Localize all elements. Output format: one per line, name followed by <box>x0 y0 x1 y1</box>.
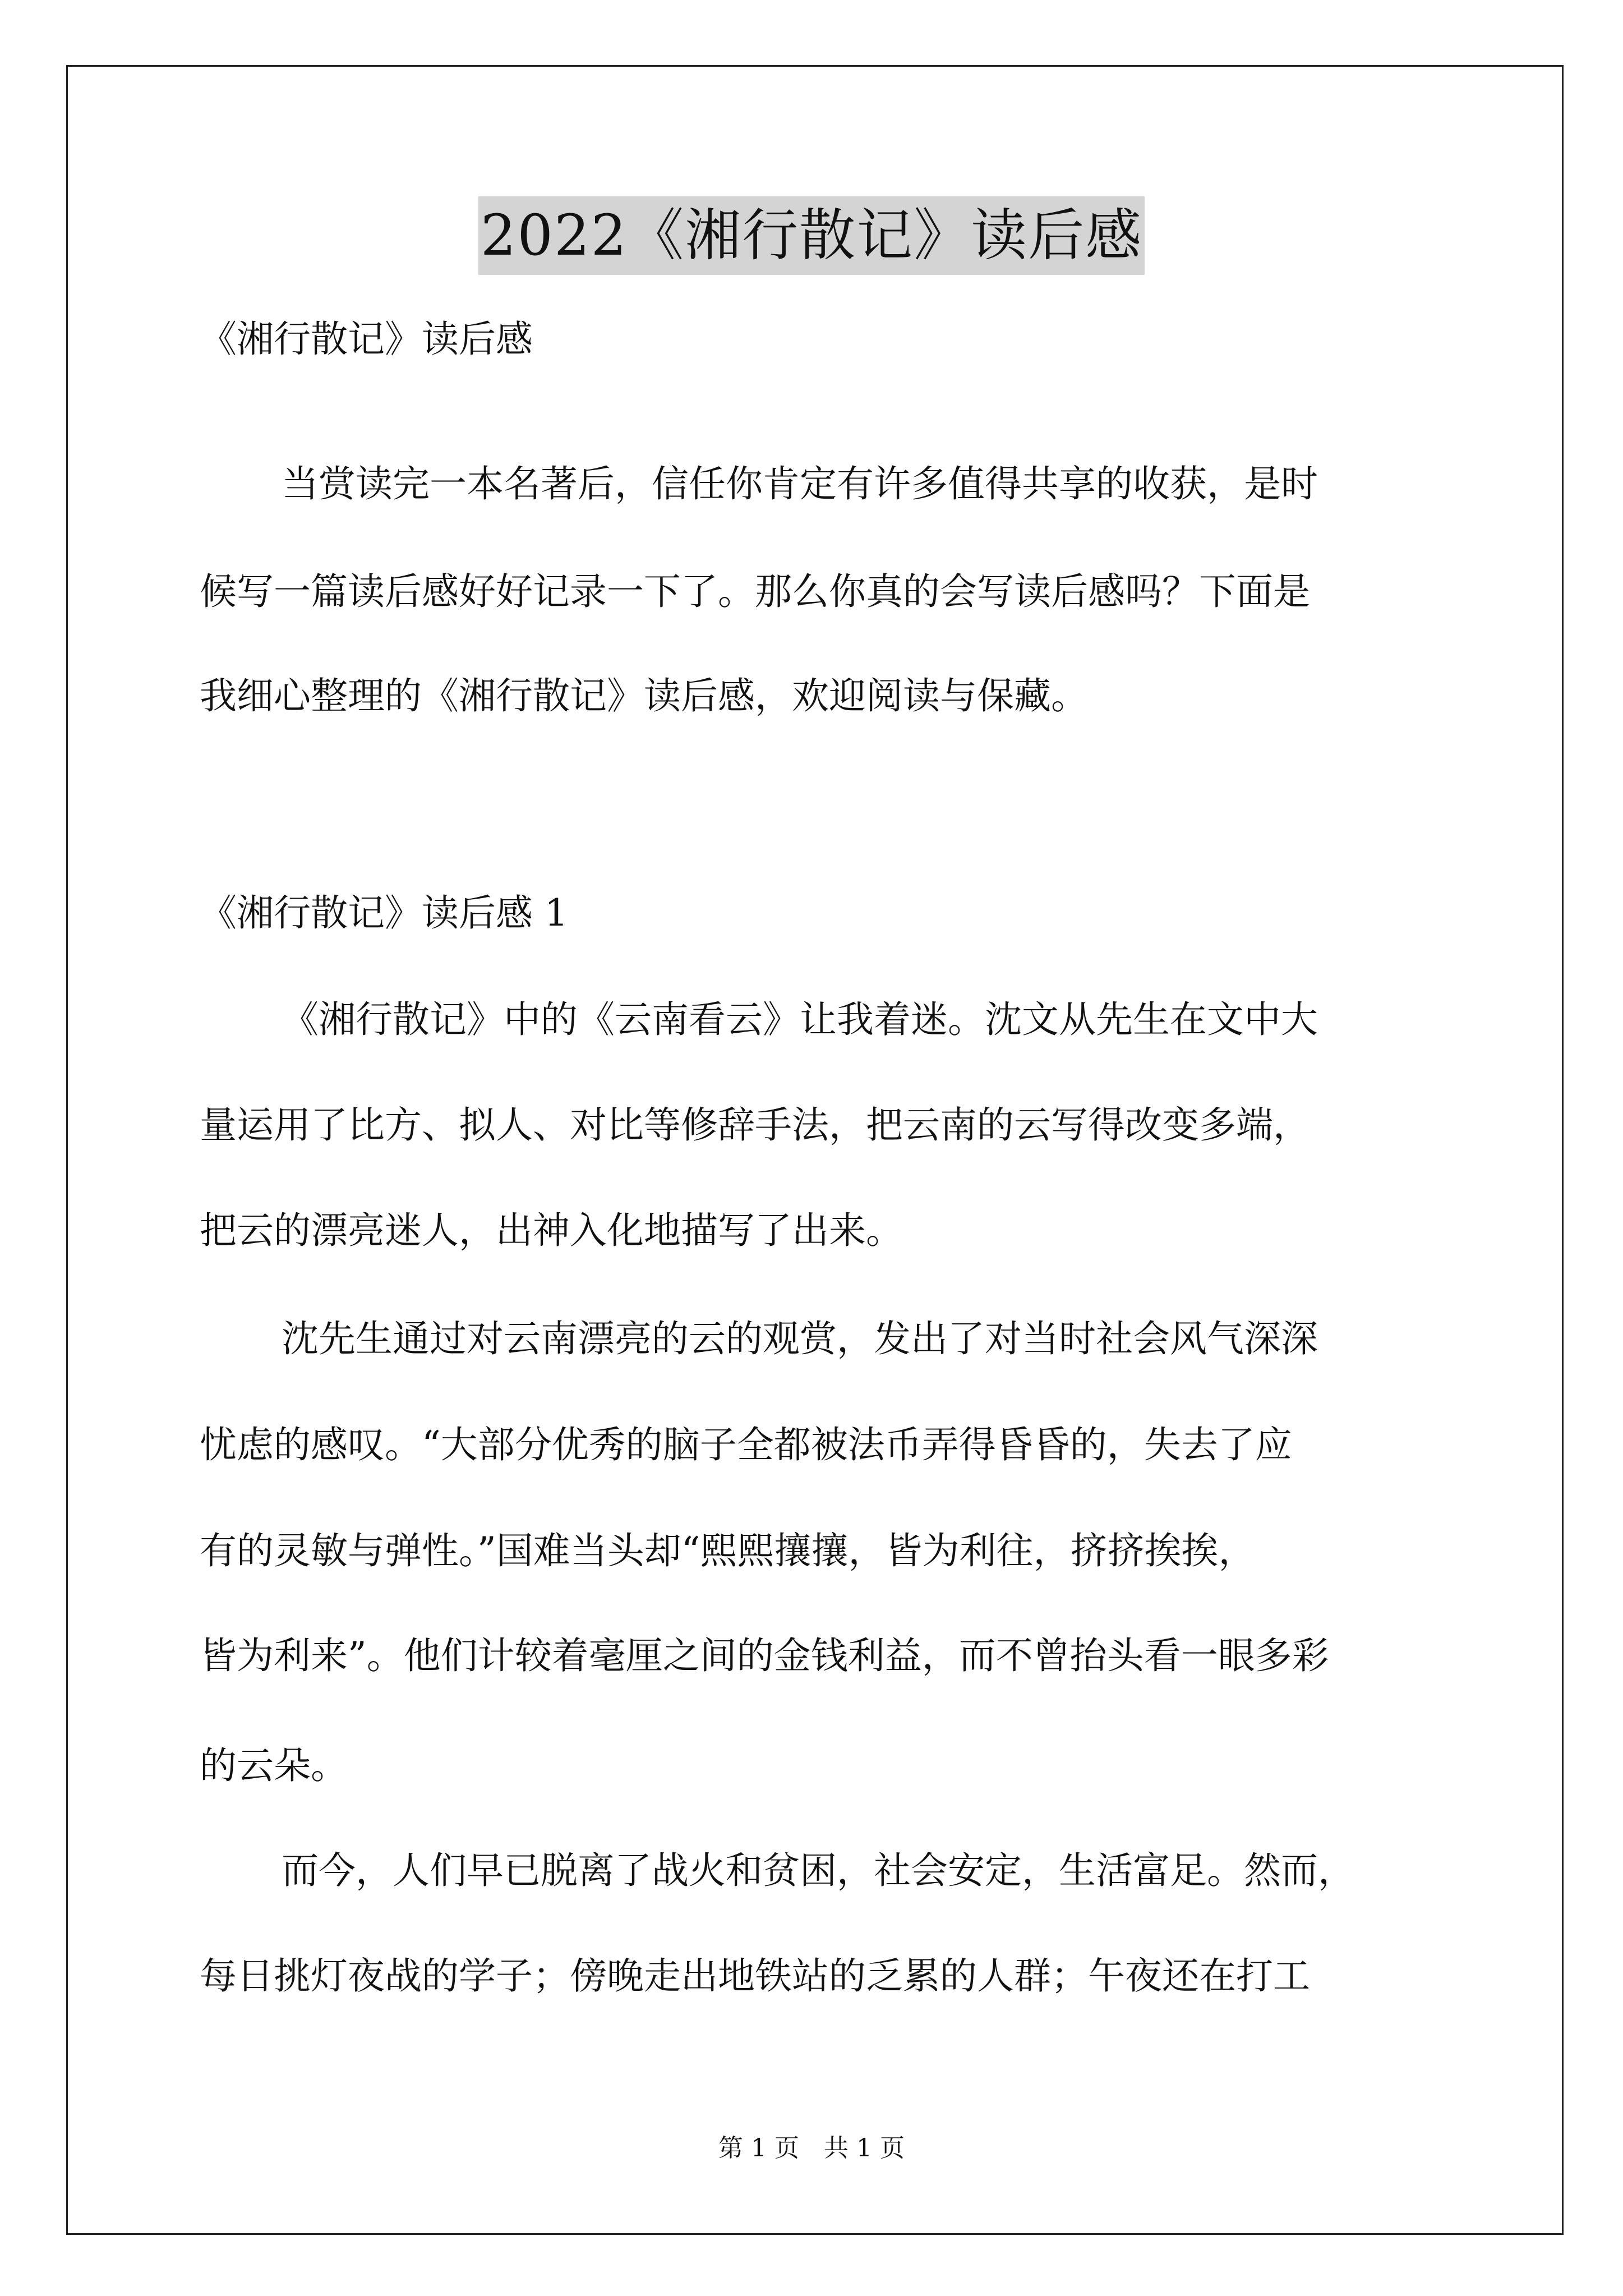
intro-line: 候写一篇读后感好好记录一下了。那么你真的会写读后感吗？下面是 <box>200 570 1310 613</box>
paragraph-line: 《湘行散记》中的《云南看云》让我着迷。沈文从先生在文中大 <box>282 998 1318 1041</box>
paragraph-line: 忧虑的感叹。“大部分优秀的脑子全都被法币弄得昏昏的，失去了应 <box>200 1423 1292 1466</box>
paragraph-line: 皆为利来”。他们计较着毫厘之间的金钱利益，而不曾抬头看一眼多彩 <box>200 1634 1329 1677</box>
paragraph-line: 沈先生通过对云南漂亮的云的观赏，发出了对当时社会风气深深 <box>282 1317 1318 1360</box>
intro-line: 当赏读完一本名著后，信任你肯定有许多值得共享的收获，是时 <box>282 462 1318 505</box>
page-number: 第 1 页 共 1 页 <box>718 2134 905 2162</box>
paragraph-line: 的云朵。 <box>200 1744 348 1787</box>
paragraph-line: 有的灵敏与弹性。”国难当头却“熙熙攘攘，皆为利往，挤挤挨挨， <box>200 1529 1256 1572</box>
paragraph-line: 而今，人们早已脱离了战火和贫困，社会安定，生活富足。然而， <box>282 1849 1355 1892</box>
paragraph-line: 量运用了比方、拟人、对比等修辞手法，把云南的云写得改变多端， <box>200 1103 1310 1147</box>
section-heading: 《湘行散记》读后感 1 <box>200 891 568 935</box>
document-title: 2022《湘行散记》读后感 <box>478 196 1145 275</box>
paragraph-line: 每日挑灯夜战的学子；傍晚走出地铁站的乏累的人群；午夜还在打工 <box>200 1954 1310 1998</box>
subtitle: 《湘行散记》读后感 <box>200 318 533 361</box>
paragraph-line: 把云的漂亮迷人，出神入化地描写了出来。 <box>200 1209 903 1252</box>
title-block <box>0 196 1623 275</box>
intro-line: 我细心整理的《湘行散记》读后感，欢迎阅读与保藏。 <box>200 674 1088 717</box>
